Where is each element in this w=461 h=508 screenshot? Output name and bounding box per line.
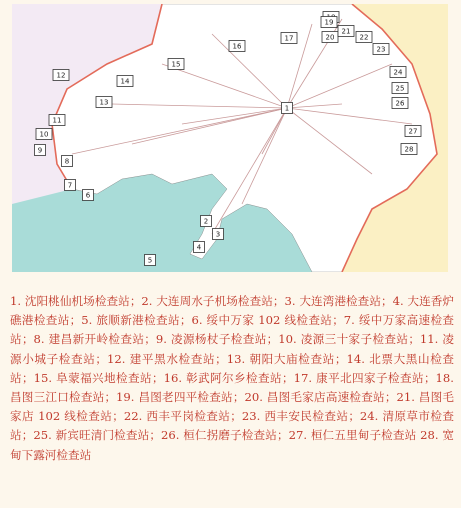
marker-label: 23 <box>376 45 386 54</box>
marker-label: 10 <box>39 130 49 139</box>
checkpoint-marker <box>213 229 224 240</box>
liaoning-checkpoint-map <box>12 4 448 272</box>
checkpoint-marker <box>49 115 65 126</box>
checkpoint-marker <box>401 144 417 155</box>
checkpoint-marker <box>392 83 408 94</box>
marker-label: 24 <box>393 68 403 77</box>
checkpoint-marker <box>62 156 73 167</box>
marker-label: 7 <box>67 181 73 190</box>
checkpoint-marker <box>36 129 52 140</box>
checkpoint-marker <box>96 97 112 108</box>
marker-label: 2 <box>203 217 209 226</box>
marker-label: 22 <box>359 33 369 42</box>
checkpoint-marker <box>322 32 338 43</box>
marker-label: 25 <box>395 84 405 93</box>
marker-label: 26 <box>395 99 405 108</box>
marker-label: 15 <box>171 60 181 69</box>
marker-label: 19 <box>324 18 334 27</box>
marker-label: 4 <box>196 243 202 252</box>
marker-label: 21 <box>341 27 351 36</box>
marker-label: 6 <box>85 191 91 200</box>
checkpoint-marker <box>373 44 389 55</box>
marker-label: 11 <box>52 116 62 125</box>
marker-label: 1 <box>284 104 290 113</box>
checkpoint-marker <box>194 242 205 253</box>
marker-label: 16 <box>232 42 242 51</box>
checkpoint-marker <box>282 103 293 114</box>
marker-label: 8 <box>64 157 70 166</box>
checkpoint-marker <box>229 41 245 52</box>
marker-label: 28 <box>404 145 414 154</box>
marker-label: 14 <box>120 77 130 86</box>
checkpoint-marker <box>201 216 212 227</box>
marker-label: 12 <box>56 71 66 80</box>
checkpoint-list-caption: 1. 沈阳桃仙机场检查站；2. 大连周水子机场检查站；3. 大连湾港检查站；4. 大连香炉礁港检查站；5. 旅顺新港检查站；6. 绥中万家 102 线检查站；7. 绥中万家高速检查站；8. 建昌新开岭检查站；9. 凌源杨杖子检查站；10. 凌源三十家子检查站；11. 凌源小城子检查站；12. 建平黑水检查站；13. 朝阳大庙检查站；14. 北票大黑山检查站；15. 阜蒙福兴地检查站；16. 彰武阿尔乡检查站；17. 康平北四家子检查站；18. 昌图三江口检查站；19. 昌图老四平检查站；20. 昌图毛家店高速检查站；21. 昌图毛家店 102 线检查站；22. 西丰平岗检查站；23. 西丰安民检查站；24. 清原草市检查站；25. 新宾旺清门检查站；26. 桓仁拐磨子检查站；27. 桓仁五里甸子检查站 28. 宽甸下露河检查站 <box>10 294 454 462</box>
checkpoint-marker <box>281 33 297 44</box>
checkpoint-marker <box>321 17 337 28</box>
marker-label: 5 <box>147 256 153 265</box>
checkpoint-marker <box>53 70 69 81</box>
marker-label: 3 <box>215 230 221 239</box>
marker-label: 13 <box>99 98 109 107</box>
checkpoint-marker <box>35 145 46 156</box>
checkpoint-marker <box>145 255 156 266</box>
marker-label: 17 <box>284 34 294 43</box>
checkpoint-marker <box>405 126 421 137</box>
checkpoint-marker <box>392 98 408 109</box>
checkpoint-marker <box>390 67 406 78</box>
marker-label: 27 <box>408 127 418 136</box>
checkpoint-marker <box>356 32 372 43</box>
marker-label: 20 <box>325 33 335 42</box>
marker-label: 9 <box>37 146 43 155</box>
checkpoint-marker <box>65 180 76 191</box>
checkpoint-marker <box>338 26 354 37</box>
checkpoint-marker <box>168 59 184 70</box>
checkpoint-marker <box>83 190 94 201</box>
checkpoint-marker <box>117 76 133 87</box>
